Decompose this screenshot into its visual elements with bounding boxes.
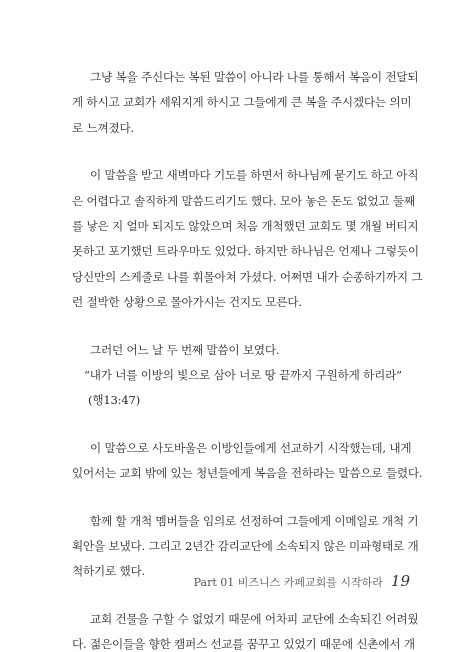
scripture-quote: “내가 너를 이방의 빛으로 삼아 너로 땅 끝까지 구원하게 하리라” [84,368,402,382]
body-text-line: 은 어렵다고 솔직하게 말씀드리기도 했다. 모아 놓은 돈도 없었고 둘째 [72,193,415,208]
body-text-line: 런 절박한 상황으로 몰아가시는 건지도 모른다. [72,295,302,310]
page-footer [194,572,410,590]
body-text-line: 교회 건물을 구할 수 없었기 때문에 어차피 교단에 소속되긴 어려웠 [90,611,419,626]
body-text-line: 획안을 보냈다. 그리고 2년간 감리교단에 소속되지 않은 미파형태로 개 [72,539,419,553]
body-text-line: 를 낳은 지 얼마 되지도 않았으며 처음 개척했던 교회도 몇 개월 버티지 [72,219,419,233]
scripture-reference: (행13:47) [88,393,141,408]
body-text-line: 게 하시고 교회가 세워지게 하시고 그들에게 큰 복을 주시겠다는 의미 [72,95,412,110]
body-text-line: 이 말씀을 받고 새벽마다 기도를 하면서 하나님께 묻기도 하고 아직 [90,168,419,183]
body-text-line: 당신만의 스케줄로 나를 휘몰아쳐 가셨다. 어쩌면 내가 순종하기까지 그 [72,269,423,284]
body-text-line: 그러던 어느 날 두 번째 말씀이 보였다. [90,342,280,357]
body-text-line: 그냥 복을 주신다는 복된 말씀이 아니라 나를 통해서 복음이 전달되 [90,70,419,84]
body-text-line: 있어서는 교회 밖에 있는 청년들에게 복음을 전하라는 말씀으로 들렸다. [72,466,423,481]
body-text-line: 이 말씀으로 사도바울은 이방인들에게 선교하기 시작했는데, 내게 [90,440,412,455]
body-text-line: 로 느껴졌다. [72,120,134,135]
running-footer-title: Part 01 비즈니스 카페교회를 시작하라 [193,576,383,589]
body-text-line: 못하고 포기했던 트라우마도 있었다. 하지만 하나님은 언제나 그렇듯이 [72,244,419,259]
body-text-line: 다. 젊은이들을 향한 캠퍼스 선교를 꿈꾸고 있었기 때문에 신촌에서 개 [72,637,415,652]
body-text-line: 척하기로 했다. [72,564,145,579]
page-number: 19 [390,572,410,590]
body-text-line: 함께 할 개척 멤버들을 임의로 선정하여 그들에게 이메일로 개척 기 [90,513,419,528]
